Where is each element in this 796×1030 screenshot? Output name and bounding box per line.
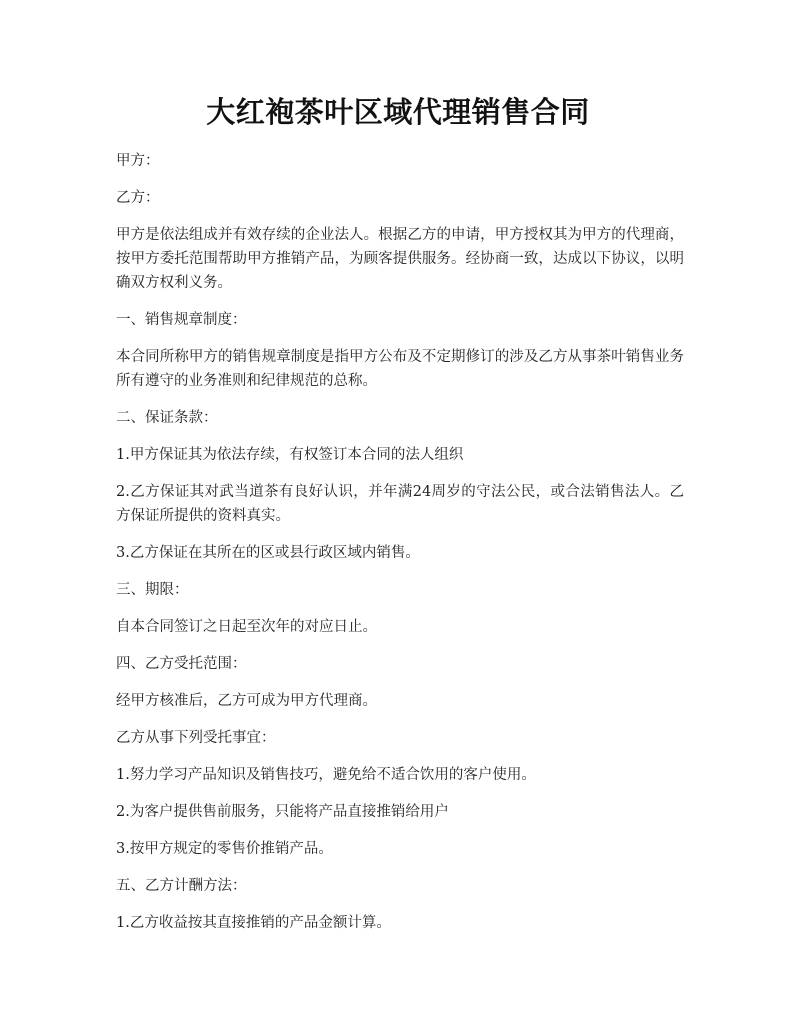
scope-paragraph: 经甲方核准后，乙方可成为甲方代理商。 <box>116 693 377 709</box>
section-heading-term: 三、期限： <box>116 582 189 598</box>
guarantee-item-2: 2.乙方保证其对武当道茶有良好认识，并年满24周岁的守法公民，或合法销售法人。乙方保证所提供的资料真实。 <box>116 484 684 524</box>
party-a-line: 甲方： <box>116 153 160 169</box>
scope-subheading: 乙方从事下列受托事宜： <box>116 730 276 746</box>
party-b-line: 乙方： <box>116 190 160 206</box>
document-title: 大红袍茶叶区域代理销售合同 <box>206 95 590 129</box>
scope-item-2: 2.为客户提供售前服务，只能将产品直接推销给用户 <box>116 804 449 820</box>
document-body <box>116 149 684 948</box>
section-heading-compensation: 五、乙方计酬方法： <box>116 878 247 894</box>
preamble-paragraph: 甲方是依法组成并有效存续的企业法人。根据乙方的申请，甲方授权其为甲方的代理商，按甲方委托范围帮助甲方推销产品，为顾客提供服务。经协商一致，达成以下协议，以明确双方权利义务。 <box>116 227 684 291</box>
guarantee-item-3: 3.乙方保证在其所在的区或县行政区域内销售。 <box>116 545 420 561</box>
compensation-item-1: 1.乙方收益按其直接推销的产品金额计算。 <box>116 915 391 931</box>
scope-item-1: 1.努力学习产品知识及销售技巧，避免给不适合饮用的客户使用。 <box>116 767 536 783</box>
term-paragraph: 自本合同签订之日起至次年的对应日止。 <box>116 619 377 635</box>
section-heading-scope: 四、乙方受托范围： <box>116 656 247 672</box>
sales-rules-paragraph: 本合同所称甲方的销售规章制度是指甲方公布及不定期修订的涉及乙方从事茶叶销售业务所有遵守的业务准则和纪律规范的总称。 <box>116 349 684 389</box>
section-heading-sales-rules: 一、销售规章制度： <box>116 312 247 328</box>
section-heading-guarantees: 二、保证条款： <box>116 410 218 426</box>
scope-item-3: 3.按甲方规定的零售价推销产品。 <box>116 841 333 857</box>
guarantee-item-1: 1.甲方保证其为依法存续，有权签订本合同的法人组织 <box>116 447 464 463</box>
